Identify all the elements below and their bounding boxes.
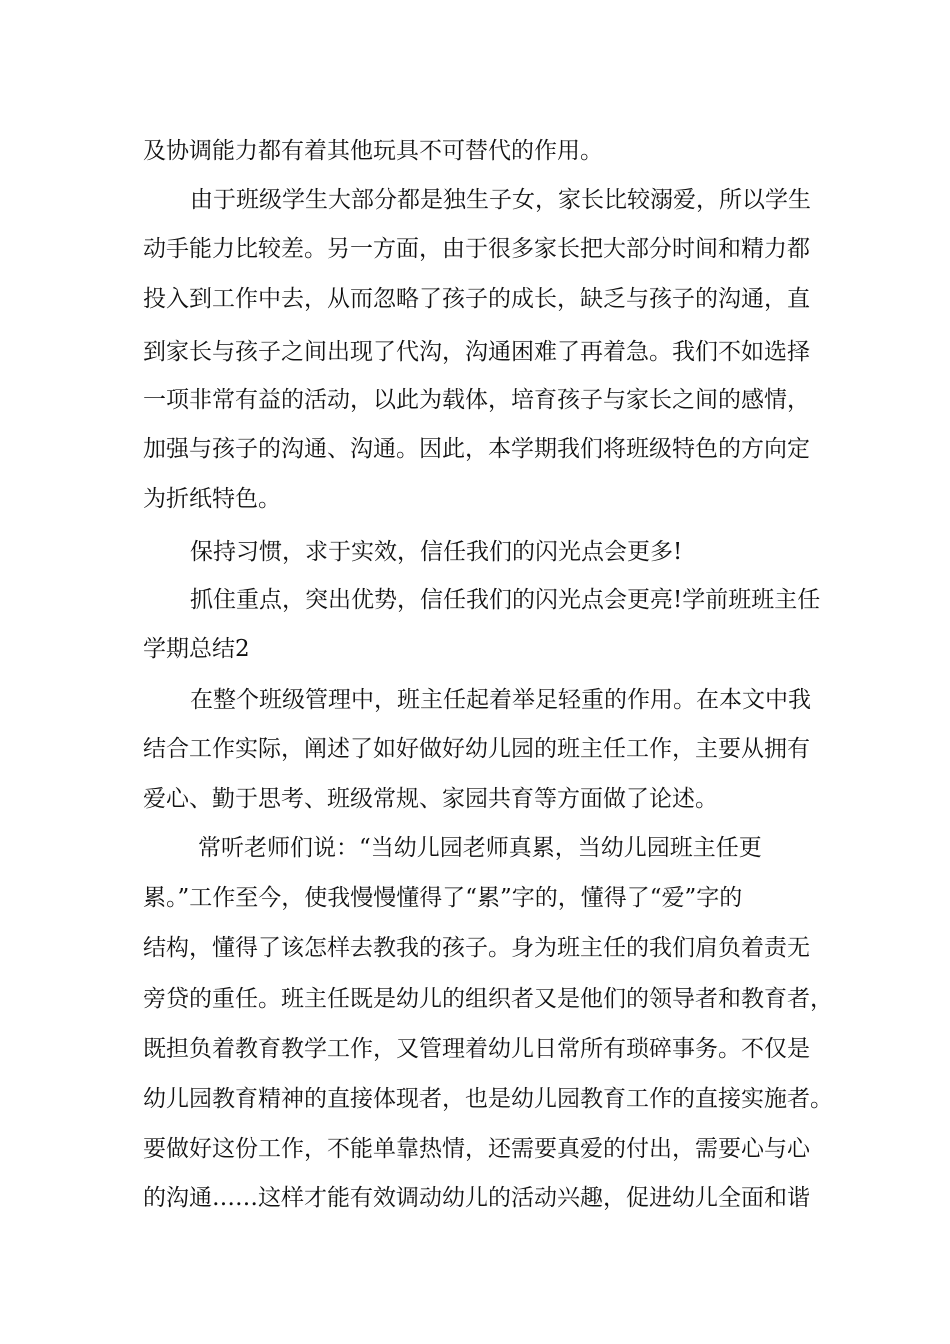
text-line: 结构，懂得了该怎样去教我的孩子。身为班主任的我们肩负着责无 xyxy=(143,935,810,961)
text-line: 在整个班级管理中，班主任起着举足轻重的作用。在本文中我 xyxy=(190,687,811,713)
text-line: 的沟通……这样才能有效调动幼儿的活动兴趣，促进幼儿全面和谐 xyxy=(143,1185,810,1211)
text-line: 动手能力比较差。另一方面，由于很多家长把大部分时间和精力都 xyxy=(143,236,810,262)
text-line: 保持习惯，求于实效，信任我们的闪光点会更多! xyxy=(190,539,683,565)
text-line: 旁贷的重任。班主任既是幼儿的组织者又是他们的领导者和教育者， xyxy=(143,986,833,1012)
text-line: 结合工作实际，阐述了如好做好幼儿园的班主任工作，主要从拥有 xyxy=(143,736,810,762)
text-line: 爱心、勤于思考、班级常规、家园共育等方面做了论述。 xyxy=(143,786,718,812)
text-line: 投入到工作中去，从而忽略了孩子的成长，缺乏与孩子的沟通，直 xyxy=(143,286,810,312)
text-line: 既担负着教育教学工作，又管理着幼儿日常所有琐碎事务。不仅是 xyxy=(143,1036,810,1062)
text-line: 一项非常有益的活动，以此为载体，培育孩子与家长之间的感情， xyxy=(143,387,810,413)
text-line: 及协调能力都有着其他玩具不可替代的作用。 xyxy=(143,138,603,164)
text-line: 加强与孩子的沟通、沟通。因此，本学期我们将班级特色的方向定 xyxy=(143,436,810,462)
text-line: 幼儿园教育精神的直接体现者，也是幼儿园教育工作的直接实施者。 xyxy=(143,1086,833,1112)
text-line: 要做好这份工作，不能单靠热情，还需要真爱的付出，需要心与心 xyxy=(143,1136,810,1162)
text-line: 为折纸特色。 xyxy=(143,486,281,512)
text-line: 抓住重点，突出优势，信任我们的闪光点会更亮!学前班班主任 xyxy=(190,587,821,613)
text-line: 到家长与孩子之间出现了代沟，沟通困难了再着急。我们不如选择 xyxy=(143,339,810,365)
text-line: 由于班级学生大部分都是独生子女，家长比较溺爱，所以学生 xyxy=(190,187,811,213)
text-line: 累。”工作至今，使我慢慢懂得了“累”字的，懂得了“爱”字的 xyxy=(143,885,743,911)
text-line: 常听老师们说：“当幼儿园老师真累，当幼儿园班主任更 xyxy=(198,835,762,861)
text-line: 学期总结2 xyxy=(143,636,250,662)
